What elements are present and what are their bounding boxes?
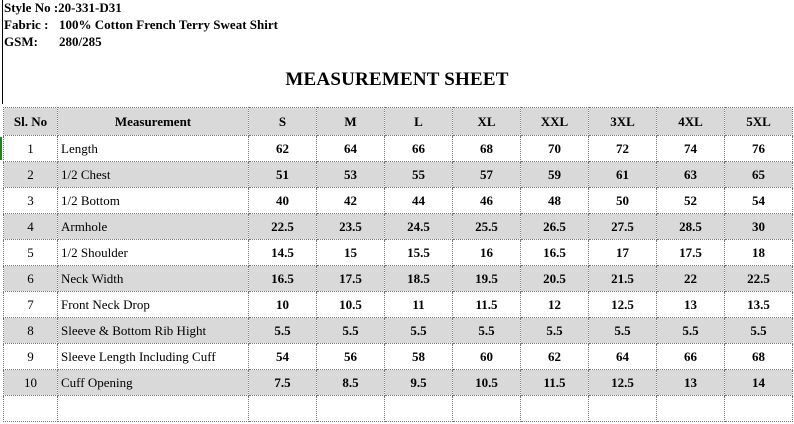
size-value-cell[interactable]: 20.5	[521, 266, 589, 292]
size-value-cell[interactable]: 17.5	[317, 266, 385, 292]
table-row	[4, 370, 793, 396]
size-value-cell[interactable]: 42	[317, 188, 385, 214]
column-header-s[interactable]: S	[249, 108, 317, 136]
size-value-cell[interactable]: 5.5	[453, 318, 521, 344]
size-value-cell[interactable]: 26.5	[521, 214, 589, 240]
size-value-cell[interactable]: 13	[657, 292, 725, 318]
size-value-cell[interactable]: 65	[725, 162, 793, 188]
measurement-name-cell[interactable]: 1/2 Bottom	[58, 188, 249, 214]
size-value-cell[interactable]: 19.5	[453, 266, 521, 292]
size-value-cell[interactable]: 15	[317, 240, 385, 266]
table-row	[4, 214, 793, 240]
size-value-cell[interactable]: 5.5	[317, 318, 385, 344]
sl-no-cell[interactable]: 1	[4, 136, 58, 162]
size-value-cell[interactable]: 59	[521, 162, 589, 188]
size-value-cell[interactable]: 44	[385, 188, 453, 214]
table-header-row	[4, 108, 793, 136]
sheet-title[interactable]: MEASUREMENT SHEET	[285, 69, 509, 90]
measurement-table	[3, 107, 793, 422]
gsm-label: GSM:	[4, 34, 38, 49]
size-value-cell[interactable]: 25.5	[453, 214, 521, 240]
gsm-row[interactable]	[4, 34, 102, 50]
measurement-name-cell[interactable]: Neck Width	[58, 266, 249, 292]
fabric-label: Fabric :	[4, 17, 49, 32]
size-value-cell[interactable]: 5.5	[521, 318, 589, 344]
table-row	[4, 136, 793, 162]
table-body	[4, 108, 793, 422]
table-row	[4, 240, 793, 266]
table-row	[4, 188, 793, 214]
size-value-cell[interactable]: 5.5	[725, 318, 793, 344]
empty-cell[interactable]	[725, 396, 793, 422]
empty-cell[interactable]	[453, 396, 521, 422]
size-value-cell[interactable]: 63	[657, 162, 725, 188]
size-value-cell[interactable]: 11.5	[521, 370, 589, 396]
sl-no-cell[interactable]: 6	[4, 266, 58, 292]
size-value-cell[interactable]: 11	[385, 292, 453, 318]
sl-no-cell[interactable]: 3	[4, 188, 58, 214]
size-value-cell[interactable]: 12.5	[589, 292, 657, 318]
size-value-cell[interactable]: 64	[589, 344, 657, 370]
empty-cell[interactable]	[657, 396, 725, 422]
empty-cell[interactable]	[589, 396, 657, 422]
size-value-cell[interactable]: 10	[249, 292, 317, 318]
sl-no-cell[interactable]: 10	[4, 370, 58, 396]
size-value-cell[interactable]: 51	[249, 162, 317, 188]
column-header-5xl[interactable]: 5XL	[725, 108, 793, 136]
empty-cell[interactable]	[4, 396, 58, 422]
size-value-cell[interactable]: 23.5	[317, 214, 385, 240]
size-value-cell[interactable]: 55	[385, 162, 453, 188]
size-value-cell[interactable]: 16.5	[521, 240, 589, 266]
size-value-cell[interactable]: 58	[385, 344, 453, 370]
column-header-xxl[interactable]: XXL	[521, 108, 589, 136]
size-value-cell[interactable]: 14	[725, 370, 793, 396]
sl-no-cell[interactable]: 5	[4, 240, 58, 266]
active-cell-marker	[0, 137, 2, 160]
size-value-cell[interactable]: 66	[385, 136, 453, 162]
size-value-cell[interactable]: 60	[453, 344, 521, 370]
size-value-cell[interactable]: 74	[657, 136, 725, 162]
size-value-cell[interactable]: 11.5	[453, 292, 521, 318]
size-value-cell[interactable]: 18	[725, 240, 793, 266]
column-header-3xl[interactable]: 3XL	[589, 108, 657, 136]
measurement-name-cell[interactable]: Sleeve & Bottom Rib Hight	[58, 318, 249, 344]
empty-cell[interactable]	[249, 396, 317, 422]
table-row	[4, 162, 793, 188]
sl-no-cell[interactable]: 9	[4, 344, 58, 370]
size-value-cell[interactable]: 10.5	[317, 292, 385, 318]
empty-cell[interactable]	[521, 396, 589, 422]
size-value-cell[interactable]: 54	[725, 188, 793, 214]
size-value-cell[interactable]: 12.5	[589, 370, 657, 396]
size-value-cell[interactable]: 56	[317, 344, 385, 370]
size-value-cell[interactable]: 68	[453, 136, 521, 162]
measurement-name-cell[interactable]: Sleeve Length Including Cuff	[58, 344, 249, 370]
size-value-cell[interactable]: 13.5	[725, 292, 793, 318]
size-value-cell[interactable]: 40	[249, 188, 317, 214]
size-value-cell[interactable]: 14.5	[249, 240, 317, 266]
size-value-cell[interactable]: 66	[657, 344, 725, 370]
size-value-cell[interactable]: 62	[249, 136, 317, 162]
size-value-cell[interactable]: 5.5	[385, 318, 453, 344]
size-value-cell[interactable]: 17	[589, 240, 657, 266]
measurement-name-cell[interactable]: Cuff Opening	[58, 370, 249, 396]
sl-no-cell[interactable]: 8	[4, 318, 58, 344]
column-header-xl[interactable]: XL	[453, 108, 521, 136]
empty-cell[interactable]	[317, 396, 385, 422]
column-header-measurement[interactable]: Measurement	[58, 108, 249, 136]
measurement-name-cell[interactable]: 1/2 Shoulder	[58, 240, 249, 266]
size-value-cell[interactable]: 53	[317, 162, 385, 188]
table-row	[4, 318, 793, 344]
fabric-row[interactable]	[4, 17, 278, 33]
size-value-cell[interactable]: 10.5	[453, 370, 521, 396]
size-value-cell[interactable]: 17.5	[657, 240, 725, 266]
size-value-cell[interactable]: 5.5	[249, 318, 317, 344]
size-value-cell[interactable]: 30	[725, 214, 793, 240]
empty-cell[interactable]	[385, 396, 453, 422]
table-row	[4, 266, 793, 292]
sl-no-cell[interactable]: 2	[4, 162, 58, 188]
size-value-cell[interactable]: 70	[521, 136, 589, 162]
column-header-sl-no[interactable]: Sl. No	[4, 108, 58, 136]
measurement-name-cell[interactable]: Front Neck Drop	[58, 292, 249, 318]
size-value-cell[interactable]: 22	[657, 266, 725, 292]
size-value-cell[interactable]: 27.5	[589, 214, 657, 240]
style-label: Style No :	[4, 0, 59, 15]
size-value-cell[interactable]: 64	[317, 136, 385, 162]
style-number-row[interactable]	[4, 0, 122, 16]
size-value-cell[interactable]: 76	[725, 136, 793, 162]
column-header-m[interactable]: M	[317, 108, 385, 136]
size-value-cell[interactable]: 62	[521, 344, 589, 370]
column-header-4xl[interactable]: 4XL	[657, 108, 725, 136]
size-value-cell[interactable]: 12	[521, 292, 589, 318]
gsm-value: 280/285	[59, 34, 102, 49]
sl-no-cell[interactable]: 4	[4, 214, 58, 240]
measurement-name-cell[interactable]: Length	[58, 136, 249, 162]
size-value-cell[interactable]: 16	[453, 240, 521, 266]
size-value-cell[interactable]: 5.5	[657, 318, 725, 344]
size-value-cell[interactable]: 57	[453, 162, 521, 188]
measurement-name-cell[interactable]: 1/2 Chest	[58, 162, 249, 188]
size-value-cell[interactable]: 7.5	[249, 370, 317, 396]
size-value-cell[interactable]: 50	[589, 188, 657, 214]
fabric-value: 100% Cotton French Terry Sweat Shirt	[59, 17, 278, 32]
size-value-cell[interactable]: 8.5	[317, 370, 385, 396]
size-value-cell[interactable]: 5.5	[589, 318, 657, 344]
size-value-cell[interactable]: 54	[249, 344, 317, 370]
size-value-cell[interactable]: 9.5	[385, 370, 453, 396]
size-value-cell[interactable]: 22.5	[725, 266, 793, 292]
size-value-cell[interactable]: 15.5	[385, 240, 453, 266]
size-value-cell[interactable]: 13	[657, 370, 725, 396]
size-value-cell[interactable]: 48	[521, 188, 589, 214]
size-value-cell[interactable]: 46	[453, 188, 521, 214]
measurement-name-cell[interactable]: Armhole	[58, 214, 249, 240]
sl-no-cell[interactable]: 7	[4, 292, 58, 318]
table-row	[4, 344, 793, 370]
size-value-cell[interactable]: 61	[589, 162, 657, 188]
size-value-cell[interactable]: 18.5	[385, 266, 453, 292]
empty-cell[interactable]	[58, 396, 249, 422]
table-row	[4, 292, 793, 318]
size-value-cell[interactable]: 24.5	[385, 214, 453, 240]
size-value-cell[interactable]: 21.5	[589, 266, 657, 292]
size-value-cell[interactable]: 68	[725, 344, 793, 370]
size-value-cell[interactable]: 52	[657, 188, 725, 214]
size-value-cell[interactable]: 16.5	[249, 266, 317, 292]
style-value: 20-331-D31	[58, 0, 122, 15]
empty-row	[4, 396, 793, 422]
size-value-cell[interactable]: 72	[589, 136, 657, 162]
column-header-l[interactable]: L	[385, 108, 453, 136]
size-value-cell[interactable]: 22.5	[249, 214, 317, 240]
size-value-cell[interactable]: 28.5	[657, 214, 725, 240]
